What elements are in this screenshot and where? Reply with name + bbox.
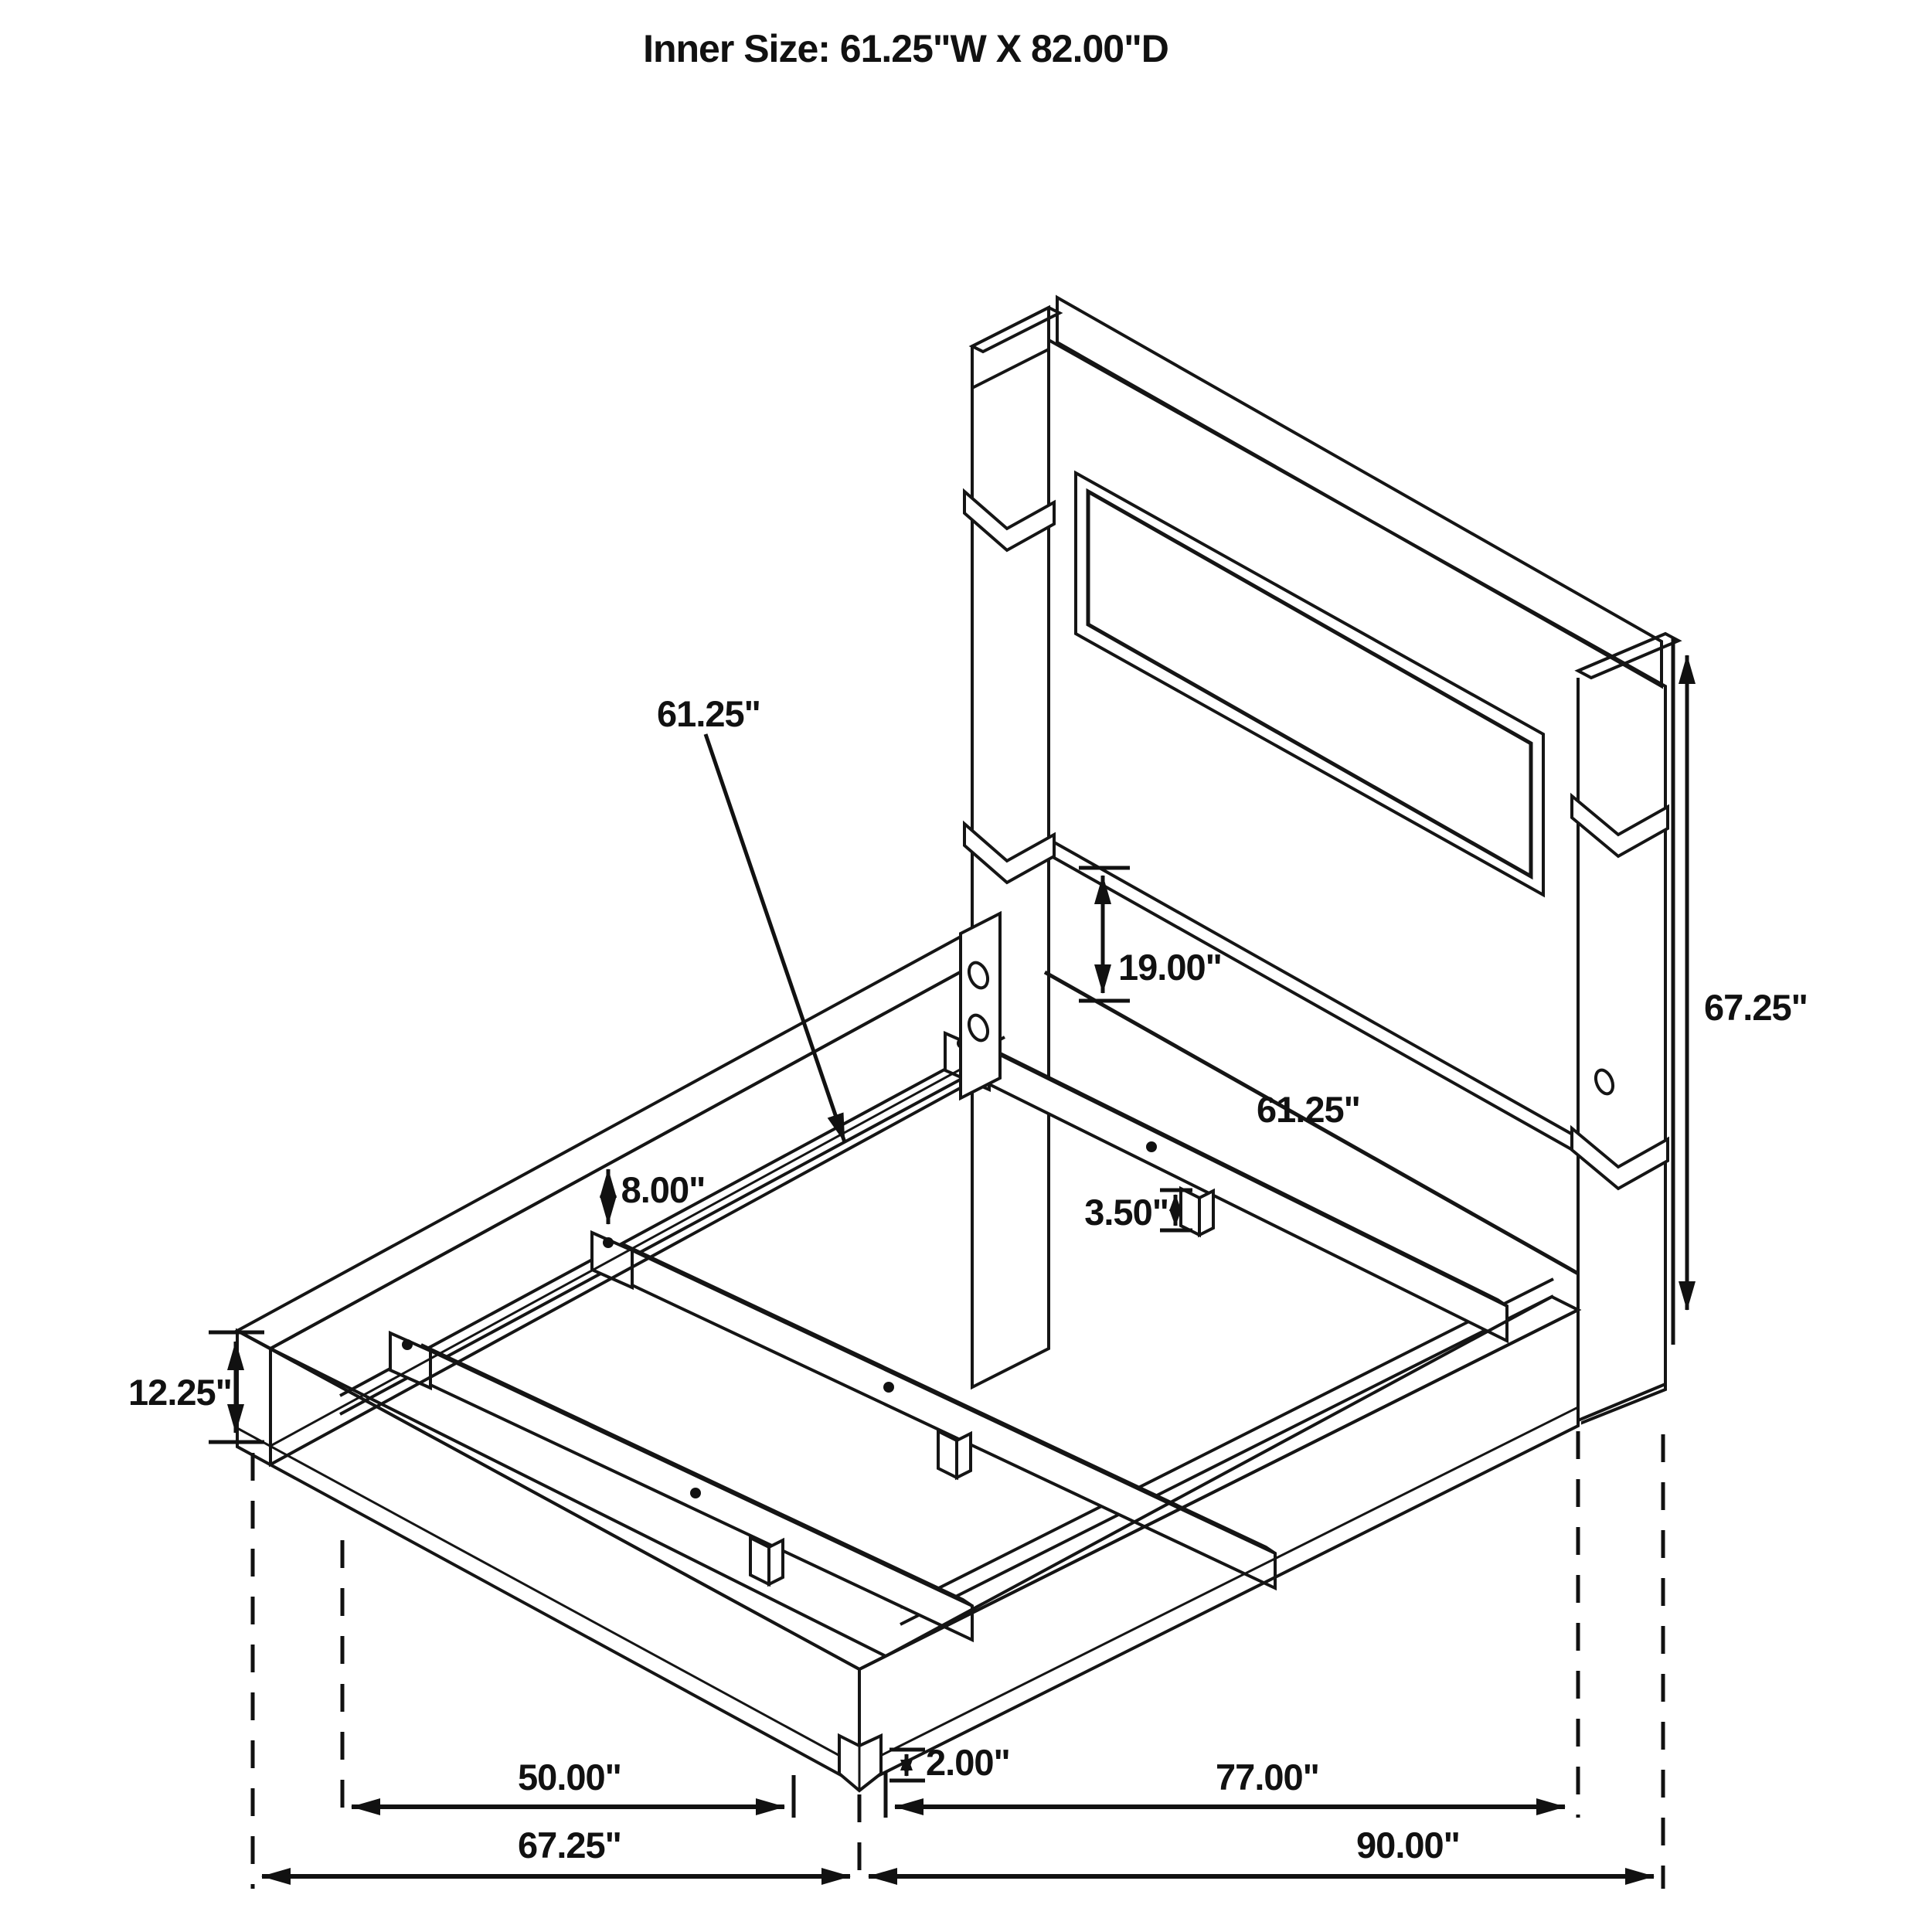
slat-back-center-leg — [1181, 1189, 1199, 1235]
label-inner-width: 61.25" — [1257, 1089, 1360, 1130]
left-rail-end-bracket — [961, 913, 1000, 1098]
headboard-right-post — [1572, 634, 1679, 1424]
label-foot-clearance: 2.00" — [926, 1742, 1010, 1783]
label-rail-drop: 8.00" — [621, 1169, 706, 1210]
right-post-top-cap — [1578, 634, 1679, 678]
label-side-inner-span: 77.00" — [1216, 1757, 1319, 1798]
label-headboard-panel-height: 19.00" — [1118, 947, 1222, 988]
label-slat-leg-height: 3.50" — [1084, 1192, 1168, 1233]
label-base-rail-height: 12.25" — [128, 1372, 232, 1413]
label-headboard-height: 67.25" — [1704, 987, 1808, 1028]
label-foot-inner-span: 50.00" — [518, 1757, 621, 1798]
diagram-title: Inner Size: 61.25"W X 82.00"D — [643, 27, 1168, 70]
label-overall-depth: 90.00" — [1356, 1825, 1460, 1866]
right-post-bottom-edge — [1578, 1384, 1665, 1420]
right-post-chevron-trim-lower — [1572, 1128, 1668, 1189]
right-post-bolt-hole — [1593, 1067, 1617, 1096]
left-post-top-cap — [972, 308, 1060, 352]
label-overall-width: 67.25" — [518, 1825, 621, 1866]
right-post-chevron-trim-upper — [1572, 796, 1668, 856]
label-slat-width: 61.25" — [657, 693, 760, 734]
headboard-recess-opening — [1076, 473, 1543, 895]
slat-middle-center-leg — [938, 1431, 957, 1478]
left-post-chevron-trim-lower — [964, 824, 1054, 883]
slat-front-center-leg — [750, 1538, 769, 1584]
left-post-chevron-trim-upper — [964, 492, 1054, 550]
